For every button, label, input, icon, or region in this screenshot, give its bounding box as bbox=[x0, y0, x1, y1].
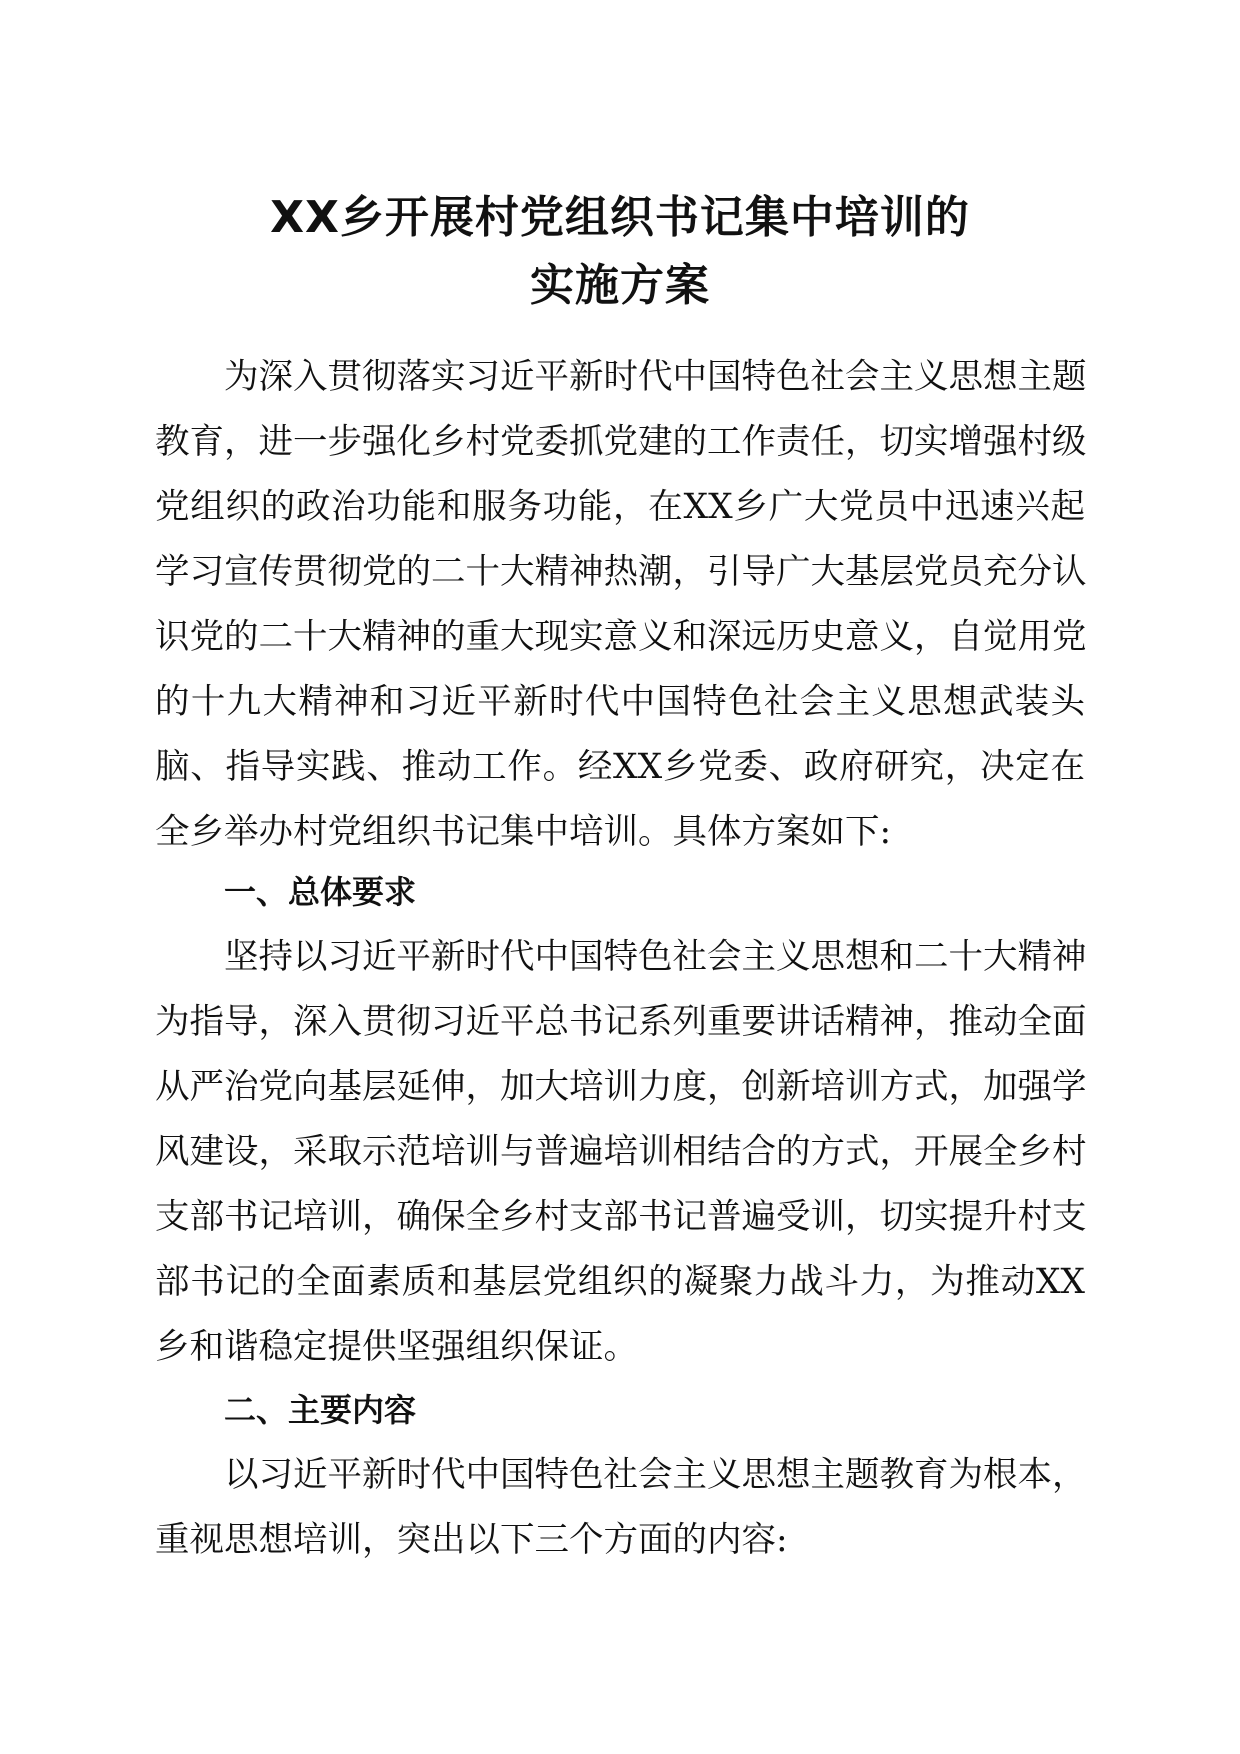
paragraph-line: 识党的二十大精神的重大现实意义和深远历史意义，自觉用党 bbox=[155, 617, 1087, 657]
paragraph-line: 全乡举办村党组织书记集中培训。具体方案如下: bbox=[155, 812, 892, 852]
paragraph-line: 支部书记培训，确保全乡村支部书记普遍受训，切实提升村支 bbox=[155, 1197, 1087, 1237]
paragraph-line: 为指导，深入贯彻习近平总书记系列重要讲话精神，推动全面 bbox=[155, 1002, 1087, 1042]
paragraph-line: 的十九大精神和习近平新时代中国特色社会主义思想武装头 bbox=[155, 682, 1085, 722]
section-heading-main-content: 二、主要内容 bbox=[224, 1391, 417, 1429]
document-title-line-1: XX乡开展村党组织书记集中培训的 bbox=[270, 192, 970, 243]
paragraph-line: 从严治党向基层延伸，加大培训力度，创新培训方式，加强学 bbox=[155, 1067, 1087, 1107]
paragraph-line: 坚持以习近平新时代中国特色社会主义思想和二十大精神 bbox=[224, 937, 1087, 977]
paragraph-overall-requirements bbox=[155, 925, 1085, 1380]
document-title-line-2: 实施方案 bbox=[530, 260, 710, 311]
paragraph-line: 部书记的全面素质和基层党组织的凝聚力战斗力，为推动XX bbox=[155, 1262, 1085, 1302]
paragraph-main-content bbox=[155, 1443, 1085, 1573]
paragraph-line: 风建设，采取示范培训与普遍培训相结合的方式，开展全乡村 bbox=[155, 1132, 1087, 1172]
paragraph-line: 学习宣传贯彻党的二十大精神热潮，引导广大基层党员充分认 bbox=[155, 552, 1087, 592]
paragraph-line: 为深入贯彻落实习近平新时代中国特色社会主义思想主题 bbox=[224, 357, 1087, 397]
section-heading-overall-requirements: 一、总体要求 bbox=[224, 873, 417, 911]
paragraph-line: 教育，进一步强化乡村党委抓党建的工作责任，切实增强村级 bbox=[155, 422, 1087, 462]
paragraph-line: 乡和谐稳定提供坚强组织保证。 bbox=[155, 1327, 638, 1367]
paragraph-line: 以习近平新时代中国特色社会主义思想主题教育为根本， bbox=[224, 1455, 1087, 1495]
paragraph-line: 脑、指导实践、推动工作。经XX乡党委、政府研究，决定在 bbox=[155, 747, 1085, 787]
paragraph-intro bbox=[155, 345, 1085, 865]
paragraph-line: 重视思想培训，突出以下三个方面的内容: bbox=[155, 1520, 788, 1560]
paragraph-line: 党组织的政治功能和服务功能，在XX乡广大党员中迅速兴起 bbox=[155, 487, 1085, 527]
